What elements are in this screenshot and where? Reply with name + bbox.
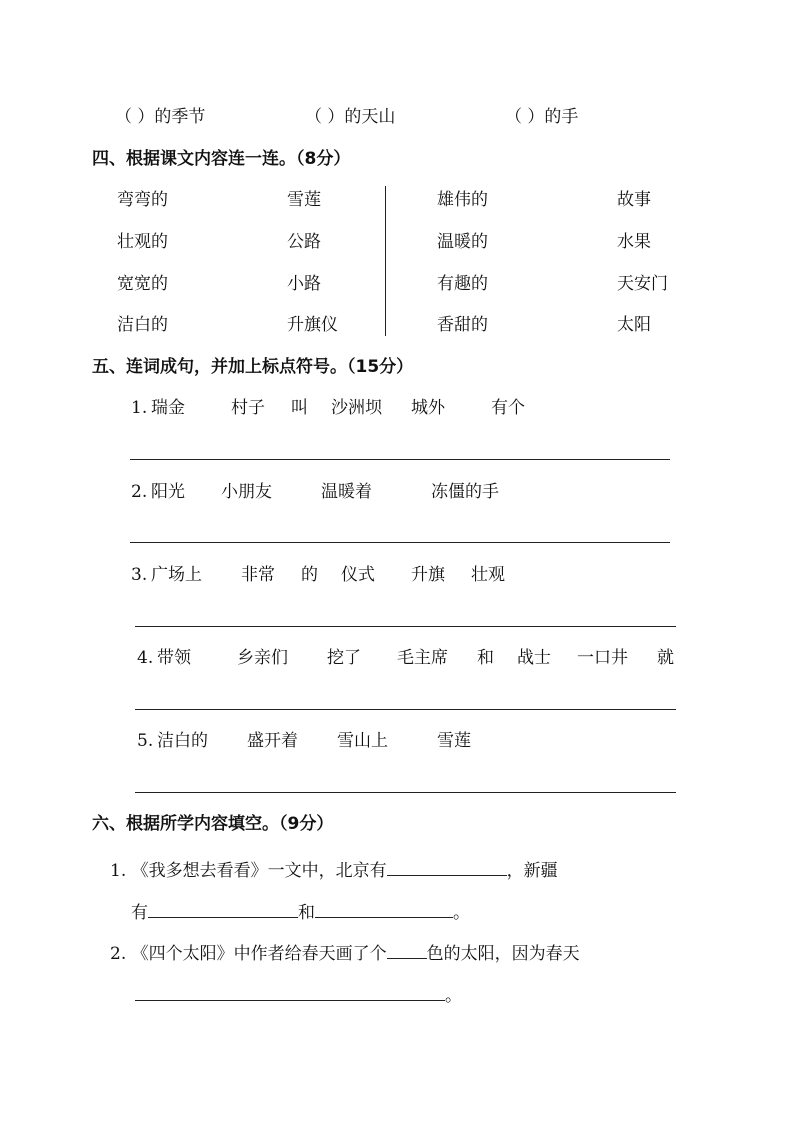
fill-question-1-line-1 [110,859,558,880]
match-divider [385,186,386,336]
match-right-noun-3[interactable]: 天安门 [617,274,668,294]
match-right-noun-1[interactable]: 故事 [617,190,651,210]
word-chip: 的 [301,565,318,585]
item-number: 4. [137,648,154,668]
word-chip: 瑞金 [151,398,185,418]
sentence-item-1 [131,400,147,417]
fill-question-2-line-1 [110,942,580,963]
section6-title: 六、根据所学内容填空。（9分） [92,814,334,834]
item-number: 1. [131,398,148,418]
fill-blank[interactable] [148,901,298,918]
fill-blank[interactable] [387,859,507,876]
sentence-item-3 [131,567,147,584]
word-chip: 有个 [491,398,525,418]
sentence-item-2 [131,484,147,501]
item-number: 2. [131,482,148,502]
word-chip: 沙洲坝 [331,398,382,418]
match-right-adj-1[interactable]: 雄伟的 [437,190,488,210]
answer-line-4[interactable] [135,709,676,710]
question-text: ，新疆 [506,861,558,881]
match-left-noun-2[interactable]: 公路 [287,232,321,252]
word-chip: 非常 [241,565,275,585]
question-text: 。 [445,986,462,1006]
section4-title: 四、根据课文内容连一连。（8分） [92,149,351,169]
item-number: 2. [110,944,127,964]
match-right-adj-4[interactable]: 香甜的 [437,315,488,335]
paren-text: 的手 [544,107,579,127]
word-chip: 阳光 [151,482,185,502]
word-chip: 雪莲 [437,731,471,751]
word-chip: 广场上 [151,565,202,585]
word-chip: 叫 [291,398,308,418]
question-text: 和 [298,903,315,923]
match-right-noun-2[interactable]: 水果 [617,232,651,252]
word-chip: 挖了 [327,648,361,668]
word-chip: 一口井 [577,648,628,668]
match-left-adj-3[interactable]: 宽宽的 [117,274,168,294]
word-chip: 带领 [157,648,191,668]
word-chip: 壮观 [471,565,505,585]
word-chip: 升旗 [411,565,445,585]
paren-blank[interactable]: （ ） [115,107,155,127]
fill-paren-item-1 [115,109,205,126]
match-left-adj-4[interactable]: 洁白的 [117,315,168,335]
word-chip: 村子 [231,398,265,418]
item-number: 3. [131,565,148,585]
word-chip: 温暖着 [321,482,372,502]
question-text: 有 [131,903,148,923]
word-chip: 毛主席 [397,648,448,668]
fill-blank[interactable] [315,901,453,918]
match-left-adj-2[interactable]: 壮观的 [117,232,168,252]
question-text: 《四个太阳》中作者给春天画了个 [131,944,387,964]
word-chip: 洁白的 [157,731,208,751]
fill-question-2-line-2 [135,984,462,1005]
word-chip: 小朋友 [221,482,272,502]
word-chip: 仪式 [341,565,375,585]
word-chip: 战士 [517,648,551,668]
section5-title: 五、连词成句，并加上标点符号。（15分） [92,357,414,377]
item-number: 5. [137,731,154,751]
paren-text: 的天山 [344,107,396,127]
sentence-item-5 [137,733,153,750]
word-chip: 盛开着 [247,731,298,751]
paren-blank[interactable]: （ ） [505,107,545,127]
match-left-noun-1[interactable]: 雪莲 [287,190,321,210]
word-chip: 乡亲们 [237,648,288,668]
question-text: 。 [453,903,470,923]
answer-line-5[interactable] [135,792,676,793]
answer-line-2[interactable] [130,542,670,543]
match-right-adj-2[interactable]: 温暖的 [437,232,488,252]
answer-line-3[interactable] [135,626,676,627]
sentence-item-4 [137,650,153,667]
fill-paren-item-3 [505,109,578,126]
word-chip: 和 [477,648,494,668]
answer-line-1[interactable] [130,459,670,460]
question-text: 色的太阳，因为春天 [426,944,580,964]
match-right-noun-4[interactable]: 太阳 [617,315,651,335]
word-chip: 雪山上 [337,731,388,751]
word-chip: 冻僵的手 [431,482,499,502]
paren-blank[interactable]: （ ） [305,107,345,127]
word-chip: 城外 [411,398,445,418]
fill-blank[interactable] [135,984,445,1001]
item-number: 1. [110,861,127,881]
match-left-adj-1[interactable]: 弯弯的 [117,190,168,210]
word-chip: 就 [657,648,674,668]
match-left-noun-3[interactable]: 小路 [287,274,321,294]
fill-paren-item-2 [305,109,395,126]
question-text: 《我多想去看看》一文中，北京有 [131,861,387,881]
fill-question-1-line-2 [131,901,470,922]
fill-blank[interactable] [387,942,427,959]
paren-text: 的季节 [154,107,206,127]
match-left-noun-4[interactable]: 升旗仪 [287,315,338,335]
match-right-adj-3[interactable]: 有趣的 [437,274,488,294]
